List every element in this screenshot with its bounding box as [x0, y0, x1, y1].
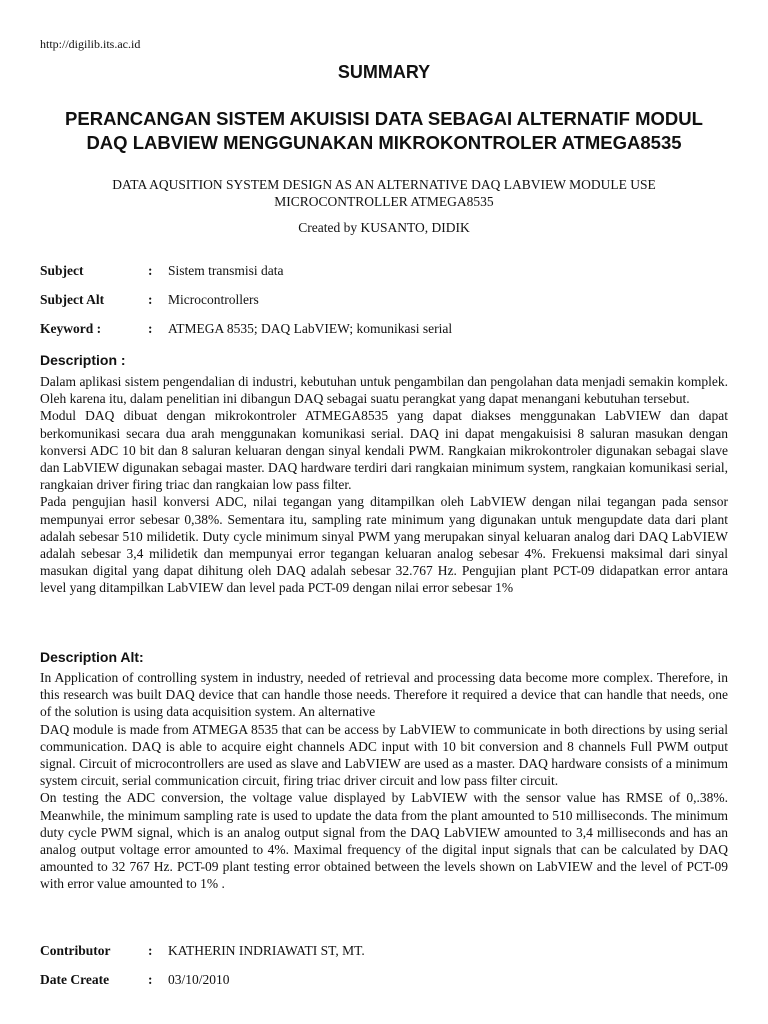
document-title [30, 107, 738, 155]
meta-value: 03/10/2010 [168, 972, 230, 987]
meta-label: Keyword : [40, 321, 102, 336]
description-alt-heading: Description Alt: [40, 649, 144, 665]
description-paragraph: Pada pengujian hasil konversi ADC, nilai tegangan yang ditampilkan oleh LabVIEW dengan nilai tegangan pada sensor mempunyai error sebesar 0,38%. Sementara itu, sampling rate minimum yang digunakan untuk mengupdate data dari plant adalah sebesar 510 milidetik. Duty cycle minimum sinyal PWM yang merupakan sinyal keluaran analog dari DAQ LabVIEW adalah sebesar 3,4 milidetik dan mempunyai error tegangan keluaran analog sebesar 4%. Frekuensi maksimal dari sinyal masukan digital yang dapat dihitung oleh DAQ adalah sebesar 32.767 Hz. Pengujian plant PCT-09 didapatkan error antara level yang ditampilkan LabVIEW dan level pada PCT-09 dengan nilai error sebesar 1% [40, 494, 728, 596]
meta-row-date-create [40, 972, 728, 992]
subtitle-line: MICROCONTROLLER ATMEGA8535 [274, 194, 494, 209]
meta-row-subject [40, 263, 728, 283]
description-alt-paragraph: On testing the ADC conversion, the voltage value displayed by LabVIEW with the sensor value has RMSE of 0,.38%. Meanwhile, the minimum sampling rate is used to update the data from the plant amounted to 510 milliseconds. The minimum duty cycle PWM signal, which is an analog output signal from the DAQ LabVIEW amounted to 3,4 milliseconds and has an analog output voltage error amounted to 4%. Maximal frequency of the digital input signals that can be calculated by DAQ amounted to 32 767 Hz. PCT-09 plant testing error obtained between the levels shown on LabVIEW and the level of PCT-09 with error value amounted to 1% . [40, 790, 728, 892]
summary-heading: SUMMARY [337, 62, 431, 82]
english-title [40, 176, 728, 210]
meta-row-subject-alt [40, 292, 728, 312]
created-by: Created by KUSANTO, DIDIK [298, 220, 470, 235]
meta-label: Date Create [40, 972, 110, 987]
meta-colon: : [148, 972, 153, 987]
meta-colon: : [148, 263, 153, 278]
meta-value: KATHERIN INDRIAWATI ST, MT. [168, 943, 365, 958]
meta-row-contributor [40, 943, 728, 963]
meta-label: Contributor [40, 943, 111, 958]
description-alt-paragraph: DAQ module is made from ATMEGA 8535 that can be access by LabVIEW to communicate in both directions by using serial communication. DAQ is able to acquire eight channels ADC input with 10 bit conversion and 8 channels Full PWM output signal. Circuit of microcontrollers are used as slave and LabVIEW are used as a master. DAQ hardware consists of a minimum system circuit, serial communication circuit, firing triac driver circuit and low pass filter circuit. [40, 721, 728, 789]
description-alt-body [40, 669, 728, 893]
description-paragraph: Modul DAQ dibuat dengan mikrokontroler ATMEGA8535 yang dapat diakses menggunakan LabVIEW dan dapat berkomunikasi secara dua arah menggunakan komunikasi serial. DAQ ini dapat mengakuisisi 8 saluran masukan dengan konversi ADC 10 bit dan 8 saluran keluaran dengan sinyal kendali PWM. Rangkaian mikrokontroler digunakan sebagai slave dan LabVIEW digunakan sebagai master. DAQ hardware terdiri dari rangkaian minimum system, rangkaian komunikasi serial, rangkaian driver firing triac dan rangkaian low pass filter. [40, 408, 728, 493]
description-heading: Description : [40, 352, 126, 368]
meta-value: Sistem transmisi data [168, 263, 284, 278]
subtitle-line: DATA AQUSITION SYSTEM DESIGN AS AN ALTERNATIVE DAQ LABVIEW MODULE USE [112, 177, 656, 192]
meta-value: ATMEGA 8535; DAQ LabVIEW; komunikasi serial [168, 321, 453, 336]
meta-row-keyword [40, 321, 728, 341]
meta-colon: : [148, 943, 153, 958]
title-line: DAQ LABVIEW MENGGUNAKAN MIKROKONTROLER ATMEGA8535 [86, 132, 682, 153]
title-line: PERANCANGAN SISTEM AKUISISI DATA SEBAGAI ALTERNATIF MODUL [65, 108, 703, 129]
meta-colon: : [148, 292, 153, 307]
meta-value: Microcontrollers [168, 292, 259, 307]
meta-label: Subject Alt [40, 292, 105, 307]
source-url: http://digilib.its.ac.id [40, 37, 141, 51]
description-body [40, 373, 728, 597]
meta-label: Subject [40, 263, 84, 278]
description-alt-paragraph: In Application of controlling system in industry, needed of retrieval and processing data become more complex. Therefore, in this research was built DAQ device that can handle those needs. Therefore it required a device that can handle that needs, one of the solution is using data acquisition system. An alternative [40, 670, 728, 720]
meta-colon: : [148, 321, 153, 336]
description-paragraph: Dalam aplikasi sistem pengendalian di industri, kebutuhan untuk pengambilan dan pengolahan data menjadi semakin komplek. Oleh karena itu, dalam penelitian ini dibangun DAQ sebagai suatu perangkat yang dapat menangani kebutuhan tersebut. [40, 374, 728, 407]
